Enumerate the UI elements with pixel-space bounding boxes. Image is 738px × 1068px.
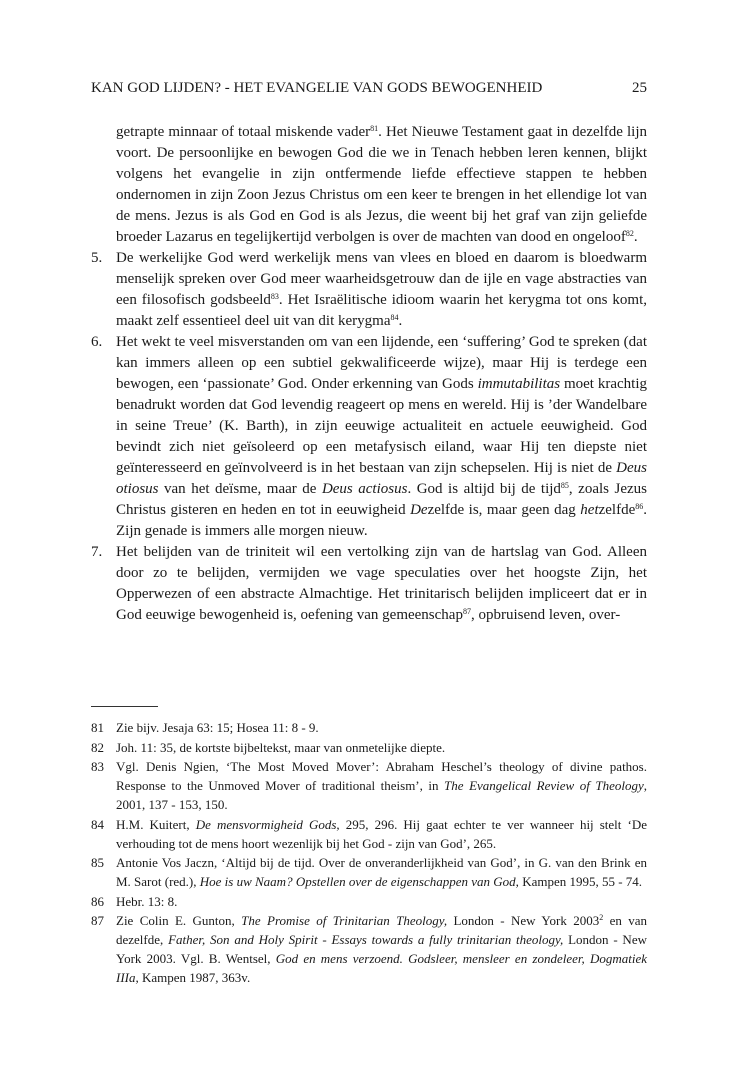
footnote-italic: The Evangelical Review of Theology	[444, 778, 644, 793]
footnote-text: Kampen 1987, 363v.	[138, 970, 251, 985]
italic-term: het	[580, 502, 599, 518]
italic-term: Deus actiosus	[321, 481, 408, 497]
footnote-text: London - New York 2003. Vgl. B. Wentsel,	[116, 932, 647, 966]
footnote-ref-87: 87	[462, 607, 471, 616]
footnote-85	[91, 853, 647, 891]
footnote-text: en van dezelfde,	[116, 913, 648, 947]
footnote-text: London - New York 2003	[447, 913, 600, 928]
footnote-number: 84	[91, 816, 104, 832]
footnote-number: 86	[91, 893, 104, 909]
footnote-84	[91, 815, 647, 853]
footnote-text: Joh. 11: 35, de kortste bijbeltekst, maar van onmetelijke diepte.	[116, 739, 446, 755]
paragraph-5	[91, 248, 647, 332]
footnote-ref-83: 83	[270, 292, 279, 301]
text-run: moet krachtig benadrukt worden dat God levendig reageert op mens en wereld. Hij is ’der Wandelbare in seine Treue’ (K. Barth), in zijn eeuwige actualiteit en actuele eeuwigheid. God bevindt zich niet geïsoleerd op een metafysisch eiland, waar Hij ten diepste niet geïnteresseerd en geïnvolveerd is in het bestaan van zijn schepselen. Hij is niet de	[116, 376, 647, 476]
edition-superscript: 2	[599, 913, 604, 922]
footnote-italic: The Promise of Trinitarian Theology,	[241, 913, 448, 928]
text-run: De werkelijke God werd werkelijk mens van vlees en bloed en daarom is bloedwarm menselijk spreken over God meer waarheidsgetrouw dan de ijle en vage abstracties van een filosofisch godsbeeld	[116, 250, 647, 308]
text-run: zelfde is, maar geen dag	[427, 502, 581, 518]
footnote-text: Kampen 1995, 55 - 74.	[518, 874, 643, 889]
footnote-ref-82: 82	[625, 229, 634, 238]
footnote-number: 85	[91, 855, 104, 870]
italic-term: Deus otiosus	[116, 460, 647, 497]
footnote-text: Antonie Vos Jaczn, ‘Altijd bij de tijd. Over de onveranderlijkheid van God’, in G. van den Brink en M. Sarot (red.),	[116, 855, 647, 889]
footnote-87	[91, 911, 647, 987]
text-run: .	[398, 313, 403, 329]
footnotes	[91, 718, 647, 988]
main-text	[91, 122, 647, 626]
footnote-81	[91, 718, 647, 737]
footnote-ref-84: 84	[390, 313, 399, 322]
footnote-86	[91, 892, 647, 911]
footnote-italic: De mensvormigheid Gods,	[195, 816, 340, 832]
footnote-number: 81	[91, 720, 104, 735]
item-number-6: 6.	[91, 334, 103, 350]
text-run: , opbruisend leven, over-	[470, 607, 621, 623]
footnote-italic: Father, Son and Holy Spirit - Essays towards a fully trinitarian theology,	[168, 932, 564, 947]
footnote-separator	[91, 706, 158, 707]
text-run: .	[633, 229, 638, 245]
paragraph-7	[91, 542, 647, 626]
footnote-number: 87	[91, 913, 104, 928]
text-run: Het belijden van de triniteit wil een vertolking zijn van de hartslag van God. Alleen door zo te belijden, vermijden we vage speculaties over het hoogste Zijn, het Opperwezen of een abstracte Almachtige. Het trinitarisch belijden impliceert dat er in God eeuwige bewogenheid is, oefening van gemeenschap	[116, 544, 647, 623]
footnote-text: 295, 296. Hij gaat echter te ver wanneer hij stelt ‘De verhouding tot de mens hoort wezenlijk bij het God - zijn van God’, 265.	[116, 816, 647, 851]
footnote-ref-86: 86	[635, 502, 644, 511]
text-run: zelfde	[598, 502, 636, 518]
paragraph-4-continued	[91, 122, 647, 248]
item-number-5: 5.	[91, 250, 103, 266]
text-run: Het wekt te veel misverstanden om van een lijdende, een ‘suffering’ God te spreken (dat kan immers alleen op een subtiel gekwalificeerde wijze), maar Hij is terdege een bewogen, een ‘passionate’ God. Onder erkenning van Gods	[116, 334, 647, 392]
italic-term: De	[410, 502, 428, 518]
footnote-82	[91, 738, 647, 757]
footnote-italic: Hoe is uw Naam? Opstellen over de eigenschappen van God,	[199, 874, 519, 889]
footnote-ref-85: 85	[560, 481, 569, 490]
footnote-83	[91, 757, 647, 814]
italic-term: immutabilitas	[477, 376, 561, 392]
footnote-text: Zie bijv. Jesaja 63: 15; Hosea 11: 8 - 9.	[116, 720, 319, 735]
page-number: 25	[632, 80, 647, 96]
footnote-text: Hebr. 13: 8.	[116, 893, 178, 909]
text-run: . God is altijd bij de tijd	[407, 481, 561, 497]
footnote-italic: God en mens verzoend. Godsleer, mensleer en zondeleer, Dogmatiek IIIa,	[116, 951, 648, 985]
text-run: van het deïsme, maar de	[158, 481, 322, 497]
running-title: KAN GOD LIJDEN? - HET EVANGELIE VAN GODS BEWOGENHEID	[91, 80, 543, 96]
text-run: getrapte minnaar of totaal miskende vader	[116, 124, 371, 140]
text-run: , zoals Jezus Christus gisteren en heden en tot in eeuwigheid	[116, 481, 648, 518]
footnote-text: H.M. Kuitert,	[116, 816, 196, 832]
footnote-number: 82	[91, 739, 104, 755]
running-header	[91, 78, 647, 98]
footnote-ref-81: 81	[370, 124, 379, 133]
footnote-text: Vgl. Denis Ngien, ‘The Most Moved Mover’: Abraham Heschel’s theology of divine pathos. Response to the Unmoved Mover of traditional theism’, in	[116, 759, 647, 793]
text-run: . Zijn genade is immers alle morgen nieuw.	[116, 502, 647, 539]
footnote-text: Zie Colin E. Gunton,	[116, 913, 242, 928]
paragraph-6	[91, 332, 647, 542]
footnote-text: , 2001, 137 - 153, 150.	[116, 778, 647, 812]
footnote-number: 83	[91, 759, 104, 774]
item-number-7: 7.	[91, 544, 103, 560]
text-run: . Het Nieuwe Testament gaat in dezelfde lijn voort. De persoonlijke en bewogen God die we in Tenach hebben leren kennen, blijkt volgens het evangelie in zijn ontfermende liefde effectieve stappen te hebben ondernomen in zijn Zoon Jezus Christus om een keer te brengen in het ellendige lot van de mens. Jezus is als God en God is als Jezus, die weent bij het graf van zijn geliefde broeder Lazarus en tegelijkertijd verbolgen is over de machten van dood en ongeloof	[116, 124, 647, 245]
text-run: . Het Israëlitische idioom waarin het kerygma tot ons komt, maakt zelf essentieel deel uit van dit kerygma	[116, 292, 647, 329]
